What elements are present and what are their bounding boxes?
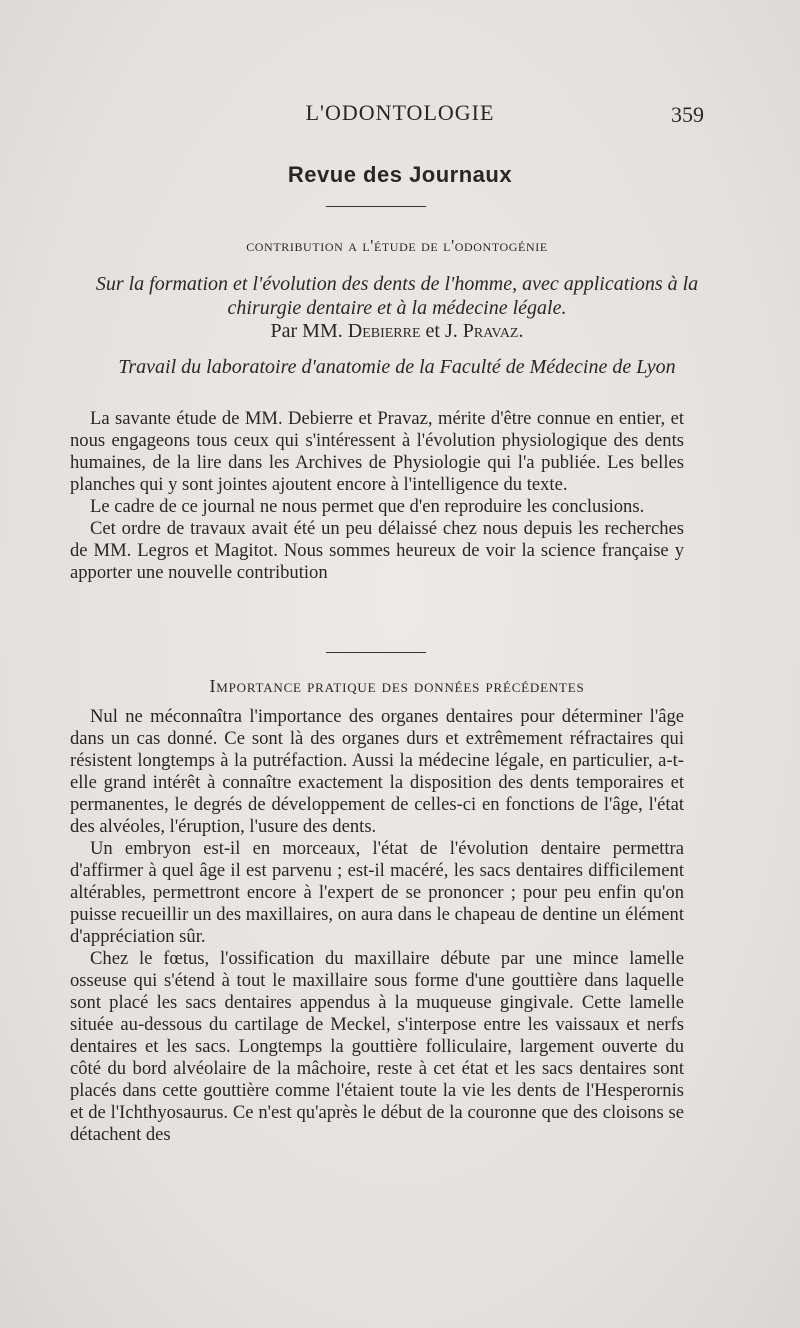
- journal-name: L'ODONTOLOGIE: [305, 100, 495, 125]
- paragraph: Cet ordre de travaux avait été un peu délaissé chez nous depuis les recherches de MM. Legros et Magitot. Nous sommes heureux de voir la science française y apporter une nouvelle contribution: [70, 518, 684, 583]
- authors-joiner: et J.: [425, 320, 458, 342]
- paragraph: Chez le fœtus, l'ossification du maxillaire débute par une mince lamelle osseuse qui s'étend à tout le maxillaire sous forme d'une gouttière dans laquelle sont placé les sacs dentaires appendus à la muqueuse gingivale. Cette lamelle située au-dessous du cartilage de Meckel, s'interpose entre les vaissaux et nerfs dentaires et les sacs. Longtemps la gouttière folliculaire, largement ouverte du côté du bord alvéolaire de la mâchoire, reste à cet état et les sacs dentaires sont placés dans cette gouttière comme l'étaient toute la vie les dents de l'Hesperornis et de l'Ichthyosaurus. Ce n'est qu'après le début de la couronne que des cloisons se détachent des: [70, 948, 684, 1145]
- article-affiliation: Travail du laboratoire d'anatomie de la Faculté de Médecine de Lyon: [118, 356, 676, 378]
- authors-prefix: Par MM.: [270, 320, 343, 342]
- author-name: Debierre: [347, 320, 421, 342]
- author-name: Pravaz.: [462, 320, 524, 342]
- divider-rule: [326, 206, 426, 207]
- paragraph: Un embryon est-il en morceaux, l'état de l'évolution dentaire permettra d'affirmer à quel âge il est parvenu ; est-il macéré, les sacs dentaires difficilement altérables, permettront encore à l'expert de se prononcer ; pour peu enfin qu'on puisse recueillir un des maxillaires, on aura dans le chapeau de dentine un élément d'appréciation sûr.: [70, 838, 684, 947]
- article-subtitle: Sur la formation et l'évolution des dents de l'homme, avec applications à la chirurgie dentaire et à la médecine légale.: [95, 273, 699, 319]
- paragraph: La savante étude de MM. Debierre et Pravaz, mérite d'être connue en entier, et nous engageons tous ceux qui s'intéressent à l'évolution physiologique des dents humaines, de la lire dans les Archives de Physiologie qui l'a publiée. Les belles planches qui y sont jointes ajoutent encore à l'intelligence du texte.: [70, 408, 684, 495]
- article-body: [70, 408, 684, 584]
- article-title: contribution a l'étude de l'odontogénie: [246, 236, 548, 255]
- page-number: 359: [671, 102, 704, 127]
- subsection-heading: Importance pratique des données précédentes: [209, 676, 585, 696]
- paragraph: Le cadre de ce journal ne nous permet que d'en reproduire les conclusions.: [90, 496, 645, 517]
- subsection-body: [70, 706, 684, 1146]
- article-authors: [70, 320, 724, 343]
- section-title: Revue des Journaux: [287, 162, 513, 187]
- running-head: [0, 100, 800, 130]
- divider-rule: [326, 652, 426, 653]
- paragraph: Nul ne méconnaîtra l'importance des organes dentaires pour déterminer l'âge dans un cas donné. Ce sont là des organes durs et extrêmement réfractaires qui résistent longtemps à la putréfaction. Aussi la médecine légale, en particulier, a-t-elle grand intérêt à connaître exactement la disposition des dents temporaires et permanentes, le degrés de développement de celles-ci en fonctions de l'âge, l'état des alvéoles, l'éruption, l'usure des dents.: [70, 706, 684, 837]
